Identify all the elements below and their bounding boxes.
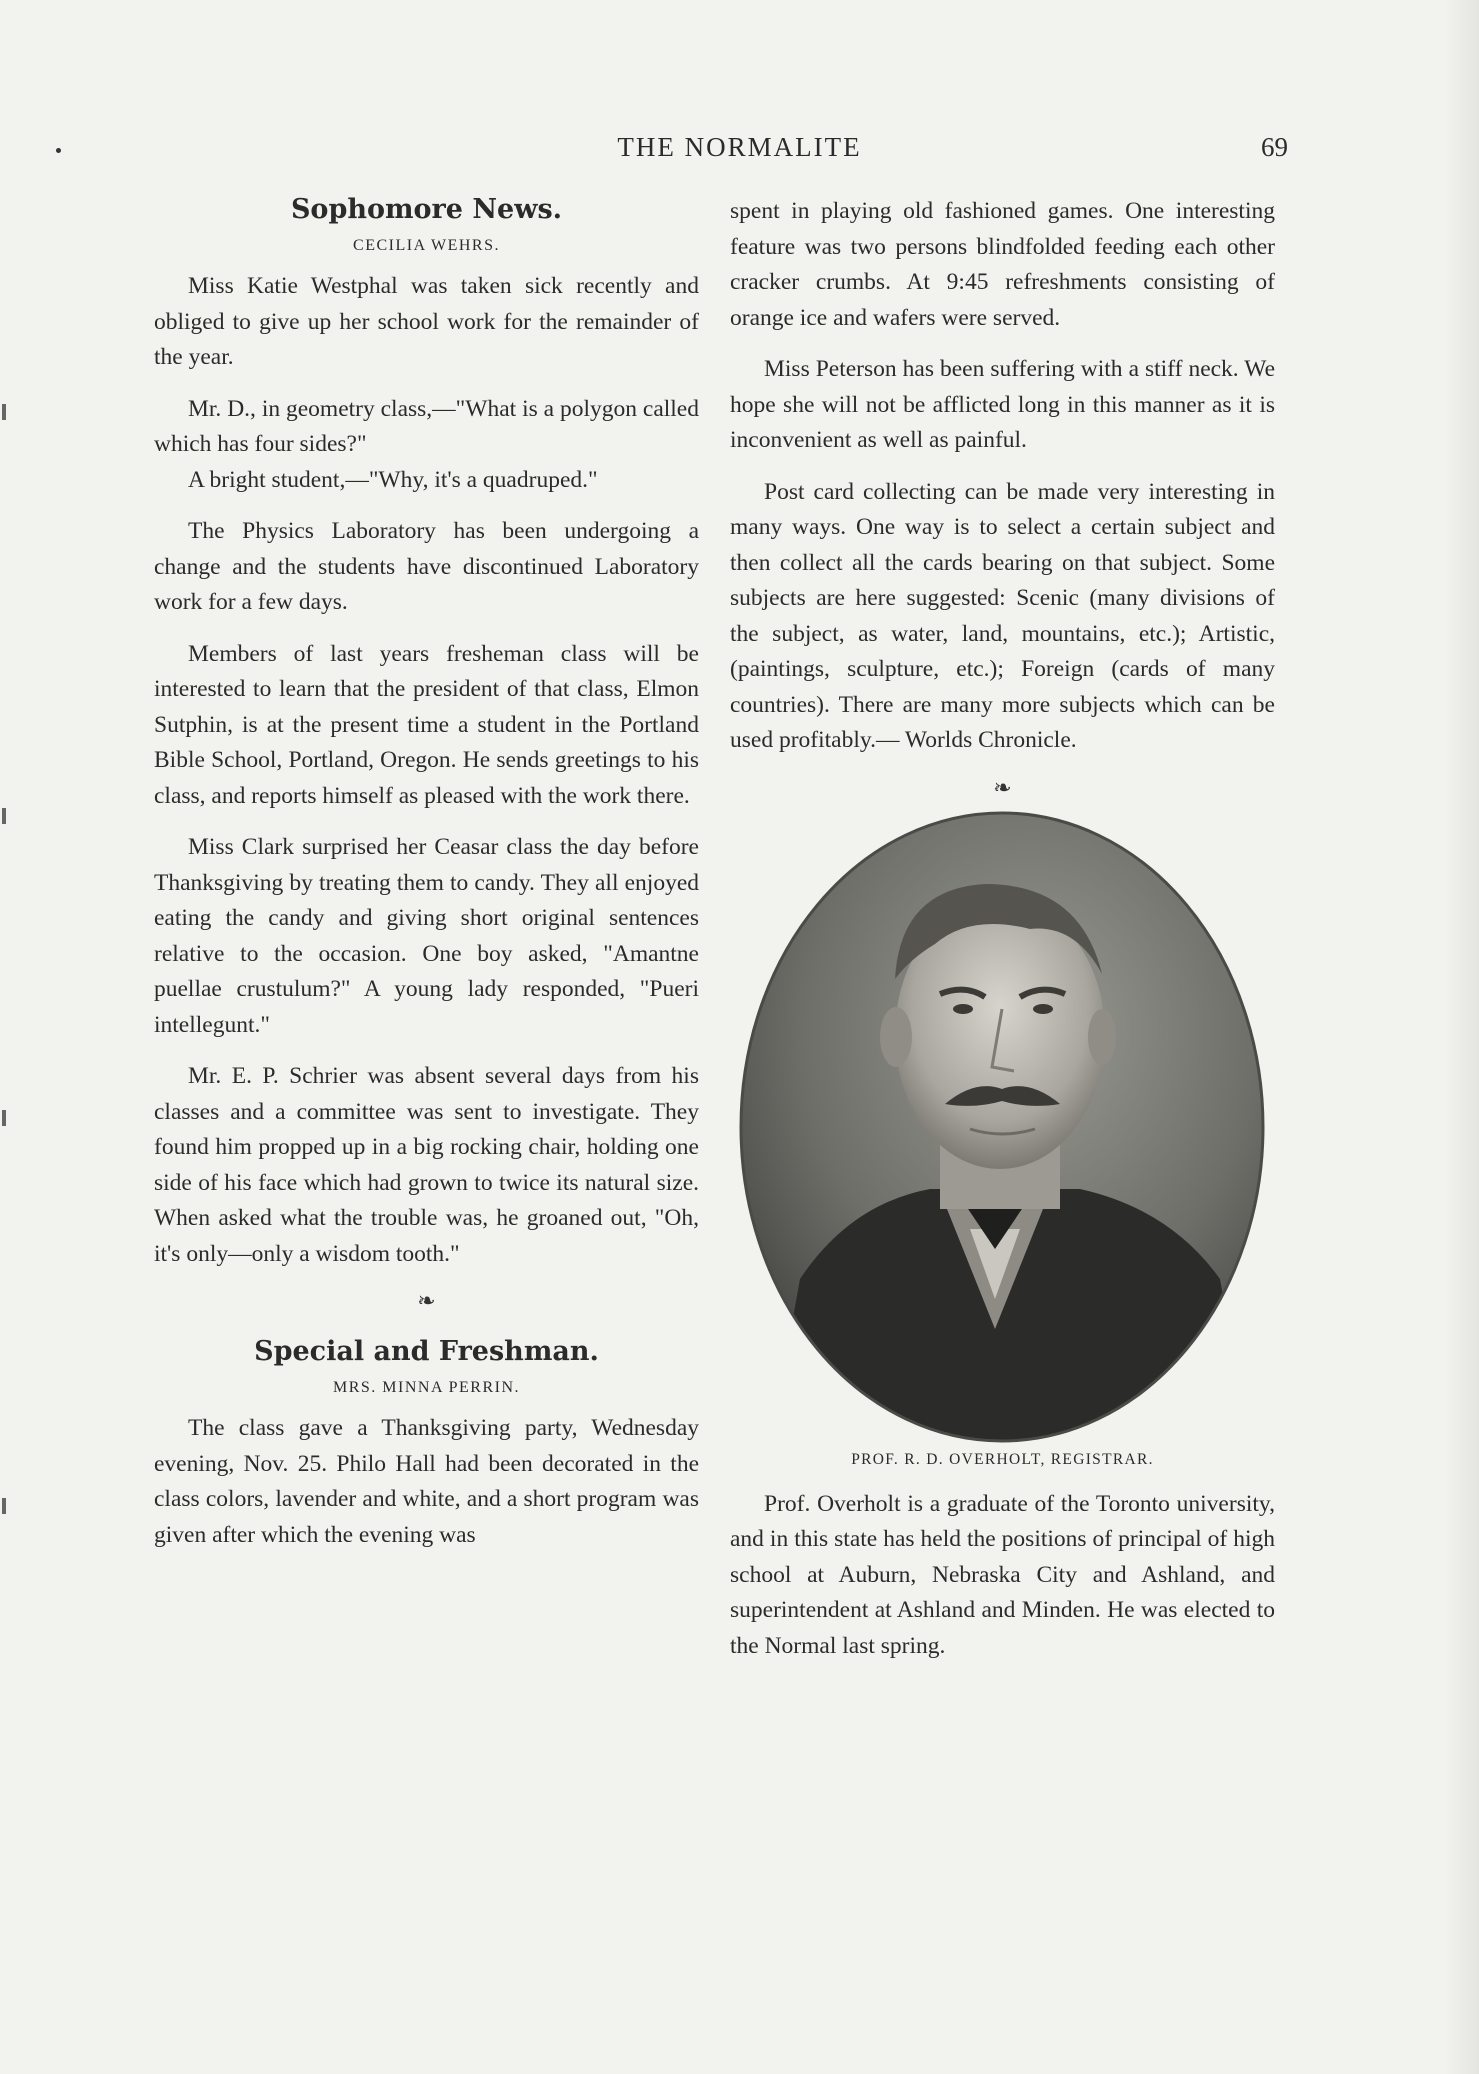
paragraph: The Physics Laboratory has been undergoing a change and the students have discontinued Laboratory work for a few days.	[154, 518, 699, 615]
portrait-photo	[730, 809, 1275, 1445]
running-head: THE NORMALITE	[617, 132, 862, 162]
margin-tick	[2, 808, 6, 824]
margin-tick	[2, 1110, 6, 1126]
paragraph: spent in playing old fashioned games. One interesting feature was two persons blindfolded feeding each other cracker crumbs. At 9:45 refreshments consisting of orange ice and wafers were served.	[730, 198, 1275, 331]
left-column	[154, 194, 699, 1569]
paragraph: Mr. E. P. Schrier was absent several days from his classes and a committee was sent to investigate. They found him propped up in a big rocking chair, holding one side of his face which had grown to twice its natural size. When asked what the trouble was, he groaned out, "Oh, it's only—only a wisdom tooth."	[154, 1063, 699, 1267]
portrait-photo-drawing	[730, 809, 1275, 1445]
right-column	[730, 194, 1275, 1680]
paragraph: The class gave a Thanksgiving party, Wednesday evening, Nov. 25. Philo Hall had been decorated in the class colors, lavender and white, and a short program was given after which the evening was	[154, 1415, 699, 1548]
paragraph: A bright student,—"Why, it's a quadruped."	[188, 466, 598, 493]
ornament-icon: ❧	[993, 774, 1012, 800]
page-edge-shadow	[1443, 0, 1479, 2074]
paragraph: Miss Katie Westphal was taken sick recently and obliged to give up her school work for the remainder of the year.	[154, 273, 699, 370]
byline-freshman: MRS. MINNA PERRIN.	[332, 1379, 521, 1396]
paragraph: Post card collecting can be made very interesting in many ways. One way is to select a certain subject and then collect all the cards bearing on that subject. Some subjects are here suggested: Scenic (many divisions of the subject, as water, land, mountains, etc.); Artistic, (paintings, sculpture, etc.); Foreign (cards of many countries). There are many more subjects which can be used profitably.— Worlds Chronicle.	[730, 478, 1275, 753]
page-number: 69	[1261, 132, 1288, 162]
paragraph: Miss Clark surprised her Ceasar class the day before Thanksgiving by treating them to candy. They all enjoyed eating the candy and giving short original sentences relative to the occasion. One boy asked, "Amantne puellae crustulum?" A young lady responded, "Pueri intellegunt."	[154, 834, 699, 1038]
paragraph: Members of last years fresheman class will be interested to learn that the president of that class, Elmon Sutphin, is at the present time a student in the Portland Bible School, Portland, Oregon. He sends greetings to his class, and reports himself as pleased with the work there.	[154, 640, 699, 809]
margin-tick	[2, 1498, 6, 1514]
portrait-caption: PROF. R. D. OVERHOLT, REGISTRAR.	[851, 1450, 1154, 1468]
paragraph: Prof. Overholt is a graduate of the Toronto university, and in this state has held the positions of principal of high school at Auburn, Nebraska City and Ashland, and superintendent at Ashland and Minden. He was elected to the Normal last spring.	[730, 1490, 1275, 1659]
byline-sophomore: CECILIA WEHRS.	[353, 237, 500, 254]
paragraph: Miss Peterson has been suffering with a stiff neck. We hope she will not be afflicted long in this manner as it is inconvenient as well as painful.	[730, 356, 1275, 453]
section-title-sophomore: Sophomore News.	[290, 194, 563, 225]
paragraph: Mr. D., in geometry class,—"What is a polygon called which has four sides?"	[154, 395, 699, 457]
margin-tick	[2, 404, 6, 420]
ornament-icon: ❧	[417, 1288, 436, 1313]
section-title-freshman: Special and Freshman.	[254, 1336, 599, 1367]
